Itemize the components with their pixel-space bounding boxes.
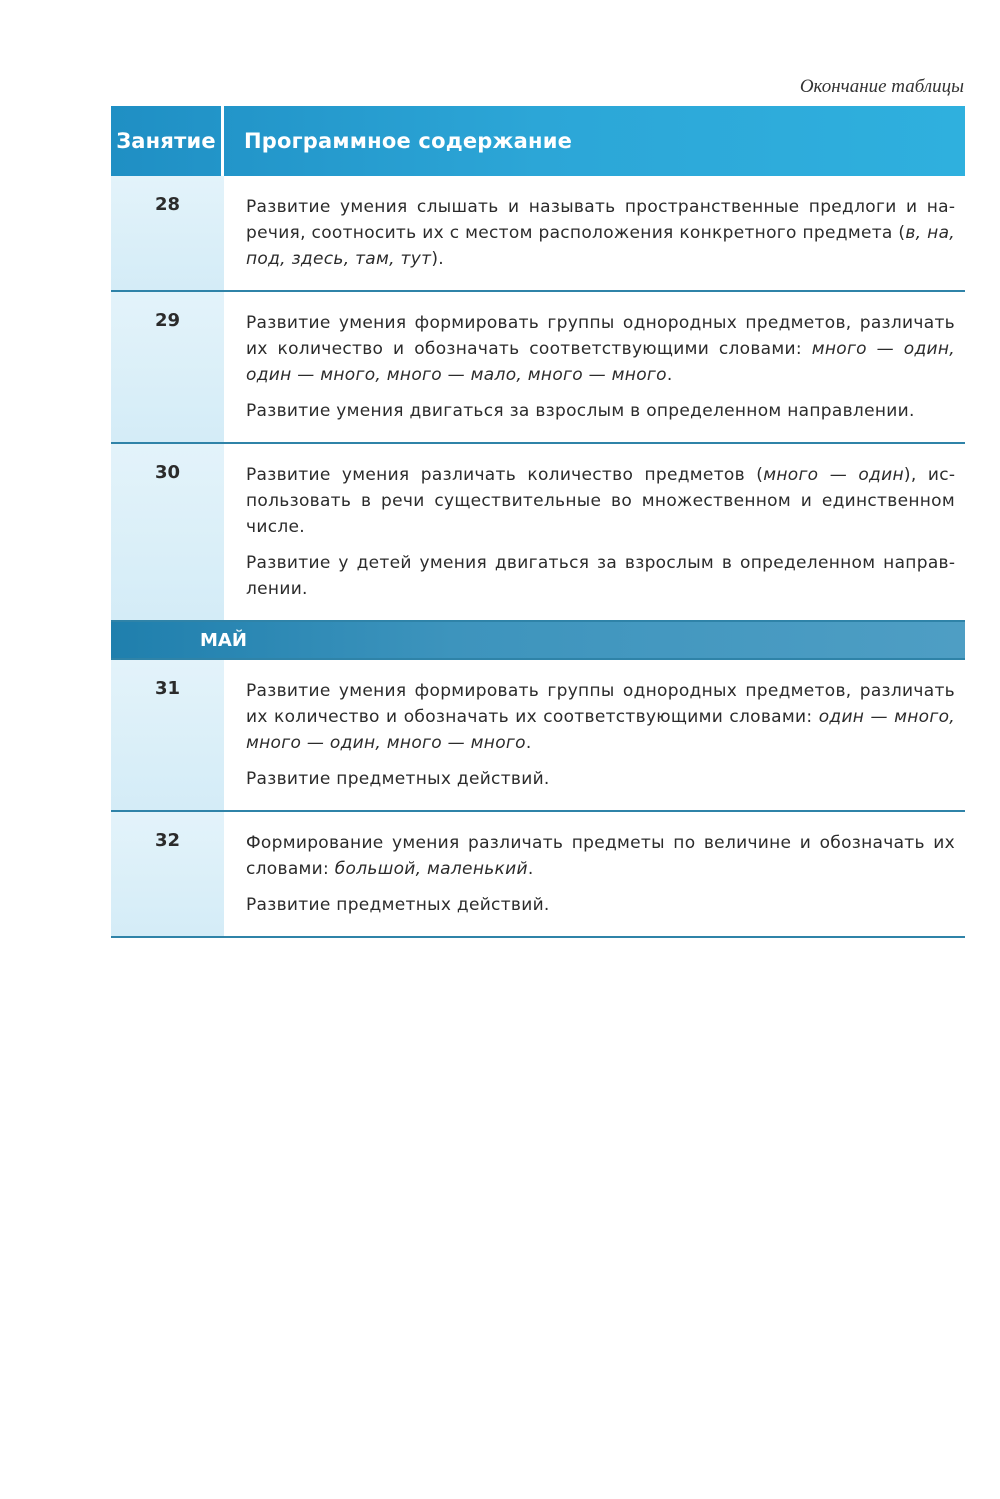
program-content [224,812,965,936]
header-lesson: Занятие [111,106,224,176]
table-row [111,444,965,622]
content-paragraph [246,830,955,882]
month-row [111,622,965,660]
header-program-content: Программное содержание [244,129,573,153]
program-content [224,660,965,810]
table-header [111,106,965,176]
text-segment: Развитие умения формировать группы однородных предметов, различать их количество и обозначать их соответствующими словами: [246,681,955,727]
text-segment: Развитие предметных действий. [246,769,550,789]
content-paragraph [246,766,955,792]
lesson-number: 31 [111,660,224,810]
month-label: МАЙ [200,629,247,651]
italic-term: много — один [763,465,904,485]
text-segment: ). [431,249,444,269]
table-row [111,660,965,812]
table-row [111,292,965,444]
table-row [111,176,965,292]
text-segment: Развитие умения формировать группы однородных предметов, различать их количество и обозначать соответствующими словами: [246,313,955,359]
text-segment: Развитие умения различать количество предметов ( [246,465,764,485]
content-paragraph [246,398,955,424]
lesson-number: 32 [111,812,224,936]
content-paragraph [246,310,955,388]
italic-term: один — много, много — один, много — много [246,707,955,753]
table-row [111,812,965,938]
text-segment: Развитие умения двигаться за взрослым в определенном направлении. [246,401,915,421]
table-body-may [111,660,965,938]
content-paragraph [246,462,955,540]
italic-term: в, на, под, здесь, там, тут [246,223,955,269]
text-segment: . [666,365,673,385]
lesson-number: 28 [111,176,224,290]
program-content [224,292,965,442]
content-paragraph [246,550,955,602]
lesson-number: 29 [111,292,224,442]
lesson-number: 30 [111,444,224,620]
text-segment: . [525,733,532,753]
table-body-april [111,176,965,622]
program-content [224,176,965,290]
text-segment: Развитие умения слышать и называть пространственные предлоги и наречия, соотносить их с местом расположения конкретного предмета ( [246,197,955,243]
text-segment: Развитие предметных действий. [246,895,550,915]
program-table [111,106,965,938]
content-paragraph [246,678,955,756]
program-content [224,444,965,620]
text-segment: ), использовать в речи существительные во множественном и единственном числе. [246,465,956,537]
content-paragraph [246,194,955,272]
text-segment: Развитие у детей умения двигаться за взрослым в определенном направлении. [246,553,955,599]
text-segment: Формирование умения различать предметы по величине и обозначать их словами: [246,833,955,879]
italic-term: большой, маленький [334,859,528,879]
italic-term: много — один, один — много, много — мало, много — много [246,339,955,385]
text-segment: . [527,859,534,879]
content-paragraph [246,892,955,918]
table-continuation-caption: Окончание таблицы [799,76,964,97]
